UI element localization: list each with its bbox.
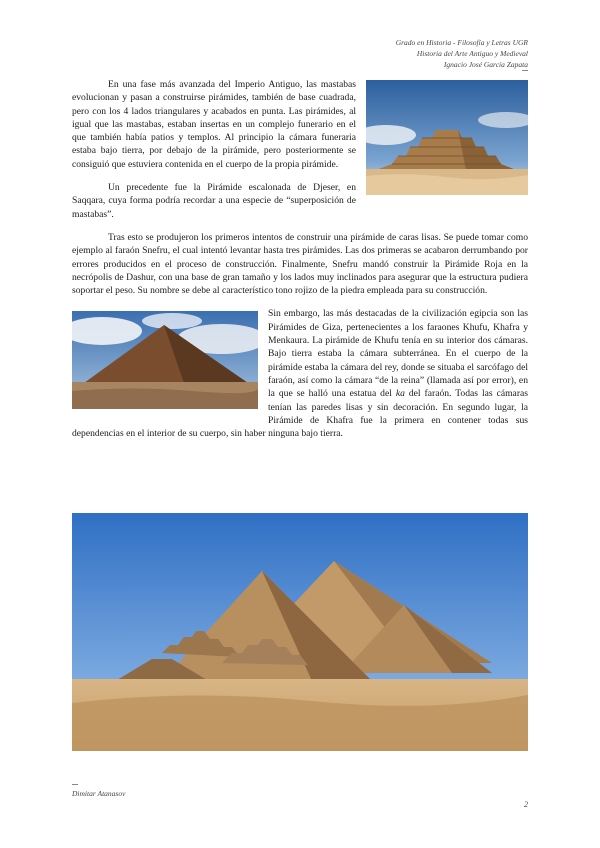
giza-pyramids-photo xyxy=(72,513,528,751)
paragraph-3-text: Tras esto se produjeron los primeros intentos de construir una pirámide de caras lisas. Se puede tomar como ejemplo al faraón Snefru, el cual intentó levantar hasta tres pirámides. Las dos primeras se acabaron derrumbando por errores producidos en el proceso de construcción. Finalmente, Snefru mandó construir la Pirámide Roja en la necrópolis de Dashur, con una base de gran tamaño y los lados muy inclinados para asegurar que la estructura pudiera soportar el peso. Su nombre se debe al característico tono rojizo de la piedra empleada para su construcción. xyxy=(72,231,528,297)
body-text xyxy=(72,78,528,450)
page-header xyxy=(268,37,528,70)
red-pyramid-photo xyxy=(72,311,258,409)
footer-rule xyxy=(72,784,78,785)
paragraph-3 xyxy=(72,231,528,297)
footer-author: Dimitar Atanasov xyxy=(72,789,126,798)
header-rule xyxy=(522,70,528,71)
paragraph-2: Un precedente fue la Pirámide escalonada de Djeser, en Saqqara, cuya forma podría recordar a una especie de “superposición de mastabas”. xyxy=(72,182,356,220)
paragraph-1: En una fase más avanzada del Imperio Antiguo, las mastabas evolucionan y pasan a construirse pirámides, también de base cuadrada, pero con los 4 lados triangulares y acabados en punta. Las pirámides, al igual que las mastabas, estaban insertas en un complejo funerario en el que también había patios y templos. Al principio la cámara funeraria estaba bajo tierra, por debajo de la pirámide, pero posteriormente se consiguió que estuviera contenida en el cuerpo de la propia pirámide. xyxy=(72,79,356,170)
header-author: Ignacio José García Zapata xyxy=(443,60,528,69)
paragraph-4-text-end: del faraón. Todas las cámaras tenían las paredes lisas y sin decoración. En segundo lugar, la Pirámide de Khafra fue la primera en contener todas sus dependencias en el interior de su cuerpo, sin haber ninguna bajo tierra. xyxy=(72,388,529,440)
header-degree: Grado en Historia - Filosofía y Letras UGR xyxy=(395,38,528,47)
djeser-pyramid-photo xyxy=(366,80,528,195)
page-number: 2 xyxy=(524,800,528,809)
ka-term: ka xyxy=(395,388,405,400)
header-course: Historia del Arte Antiguo y Medieval xyxy=(416,49,528,58)
paragraph-4-text: Sin embargo, las más destacadas de la civilización egipcia son las Pirámides de Giza, pertenecientes a los faraones Khufu, Khafra y Menkaura. La pirámide de Khufu tenía en su interior dos cámaras. Bajo tierra estaba la cámara subterránea. En el cuerpo de la pirámide estaba la cámara del rey, donde se situaba el sarcófago del faraón, así como la cámara “de la reina” (llamada así por error), en la que se halló una estatua del xyxy=(268,308,528,400)
